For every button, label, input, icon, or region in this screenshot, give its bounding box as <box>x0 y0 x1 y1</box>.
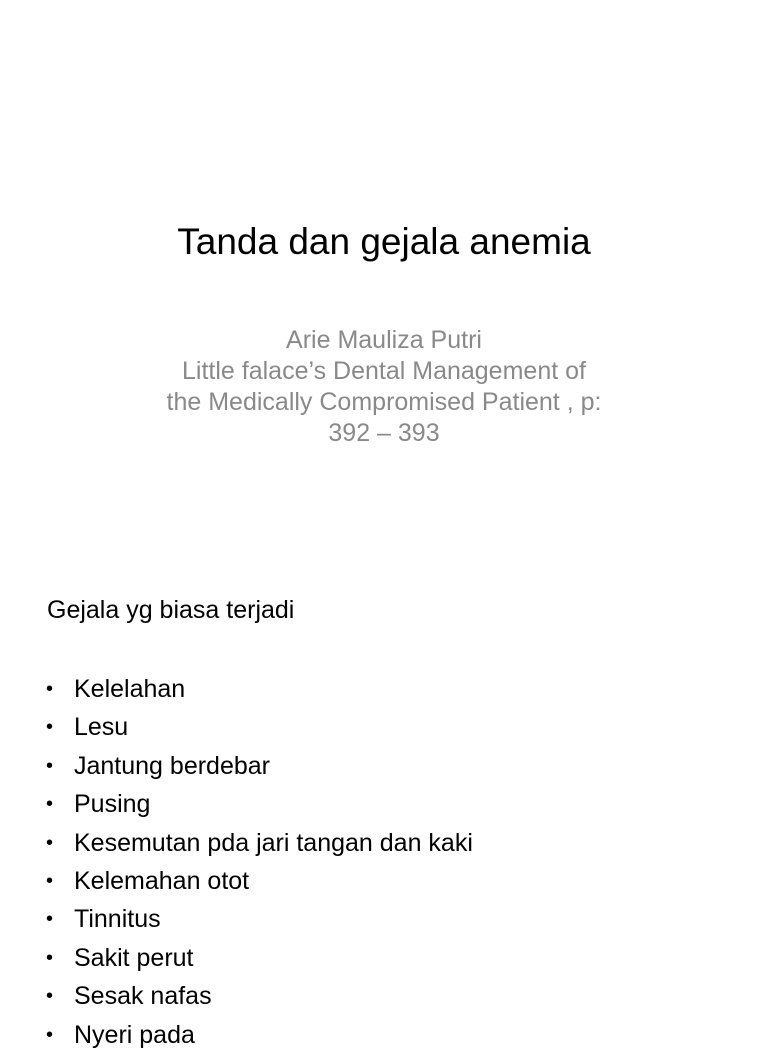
symptom-list <box>46 670 473 1054</box>
slide-subtitle <box>64 325 704 449</box>
list-item-label: Kesemutan pda jari tangan dan kaki <box>74 828 473 857</box>
list-item-label: Kelemahan otot <box>74 866 250 895</box>
source-line-2: the Medically Compromised Patient , p: <box>166 388 602 416</box>
list-item <box>46 708 473 746</box>
bullet-icon: • <box>46 1023 54 1046</box>
list-item-label: Jantung berdebar <box>74 751 270 780</box>
list-item-label: Sesak nafas <box>74 982 212 1011</box>
list-item-label: Sakit perut <box>74 943 194 972</box>
bullet-icon: • <box>46 716 54 739</box>
bullet-icon: • <box>46 869 54 892</box>
content-heading: Gejala yg biasa terjadi <box>47 596 295 624</box>
list-item <box>46 785 473 823</box>
list-item <box>46 670 473 708</box>
list-item <box>46 1016 473 1054</box>
bullet-icon: • <box>46 946 54 969</box>
bullet-icon: • <box>46 678 54 700</box>
source-line-1: Little falace’s Dental Management of <box>182 357 586 385</box>
bullet-icon: • <box>46 754 54 777</box>
list-item-label: Pusing <box>74 790 151 819</box>
list-item <box>46 939 473 977</box>
content-slide <box>0 576 768 1049</box>
source-line-3: 392 – 393 <box>328 419 440 447</box>
list-item <box>46 862 473 900</box>
list-item-label: Nyeri pada <box>74 1020 195 1049</box>
bullet-icon: • <box>46 908 54 931</box>
list-item <box>46 977 473 1015</box>
author-name: Arie Mauliza Putri <box>286 326 482 354</box>
list-item <box>46 900 473 938</box>
list-item-label: Tinnitus <box>74 905 161 934</box>
list-item-label: Lesu <box>74 713 129 742</box>
slide-title: Tanda dan gejala anemia <box>177 221 591 262</box>
list-item <box>46 747 473 785</box>
list-item-label: Kelelahan <box>74 675 186 703</box>
bullet-icon: • <box>46 793 54 816</box>
bullet-icon: • <box>46 985 54 1008</box>
bullet-icon: • <box>46 831 54 854</box>
list-item <box>46 824 473 862</box>
